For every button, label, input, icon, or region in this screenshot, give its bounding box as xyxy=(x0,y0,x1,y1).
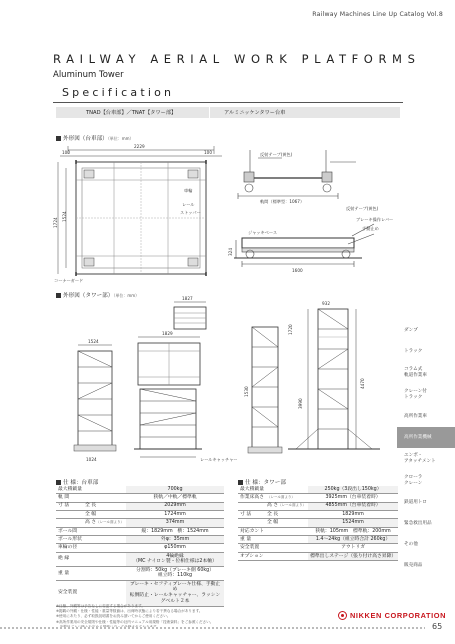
page-number: 65 xyxy=(432,622,443,631)
dolly-row xyxy=(56,566,224,580)
tower-row-value: 標準出しステージ（張り付け高さ昇降） xyxy=(308,552,398,560)
tower-row-label xyxy=(238,502,266,510)
tower-label-rail-catcher: レールキャッチャー xyxy=(200,457,238,462)
dim-1600: 1600 xyxy=(292,268,303,273)
dolly-row-label: ボール間 xyxy=(56,527,84,535)
dolly-row xyxy=(56,511,224,519)
tower-row-sublabel xyxy=(266,502,308,510)
tower-row-value: 4855mm（台車装着時） xyxy=(308,502,398,510)
dolly-row xyxy=(56,519,224,527)
dolly-row-label xyxy=(56,511,84,519)
product-name: アルミニッケンタワー台車 xyxy=(224,110,286,116)
dolly-drawing-title: 外形図（台車部） xyxy=(63,136,108,142)
tower-spec-heading xyxy=(238,478,286,486)
nav-item-dump[interactable]: ダンプ xyxy=(404,327,418,333)
dolly-row-value: 分割時：50kg（ブレーキ側 60kg） 組立時：110kg xyxy=(126,566,224,580)
tower-row-sublabel xyxy=(266,511,308,519)
company-brand xyxy=(338,611,446,620)
spec-heading: Specification xyxy=(62,86,175,99)
dolly-row-sublabel-text: 全 幅 xyxy=(85,511,97,517)
dolly-row-label: 軌 間 xyxy=(56,494,84,502)
dolly-row-value: 700kg xyxy=(126,486,224,494)
tower-row-sublabel-text: 全 幅 xyxy=(267,520,279,526)
dolly-row xyxy=(56,536,224,544)
tower-row-label: 作業床高さ xyxy=(238,494,266,502)
tower-row-sublabel xyxy=(266,527,308,535)
tower-row-sublabel xyxy=(266,486,308,494)
category-index xyxy=(397,320,455,576)
dolly-row-sublabel xyxy=(84,544,126,552)
label-stopper: ストッパー xyxy=(180,210,201,215)
tower-row-value: 1829mm xyxy=(308,511,398,519)
dolly-row-sublabel xyxy=(84,502,126,510)
tower-dim-4470: 4470 xyxy=(360,378,365,389)
tower-row-sublabel-text: 高 さ xyxy=(267,503,279,509)
dolly-spec-heading xyxy=(56,478,98,486)
label-jack-base: ジャッキベース xyxy=(248,230,278,235)
footnote-line: ※使用にあたり、必ず取扱説明書をお読み頂いてからご使用ください。 xyxy=(56,614,171,619)
tower-row-label: 安全装置 xyxy=(238,544,266,552)
label-rail-guide: レール xyxy=(182,202,195,207)
dolly-row-value: 2029mm xyxy=(126,502,224,510)
tower-row xyxy=(238,502,398,510)
tower-dim-1720: 1720 xyxy=(288,324,293,335)
dim-324: 324 xyxy=(228,248,233,256)
dolly-row xyxy=(56,486,224,494)
tower-row-value: 250kg（3段出し150kg） xyxy=(308,486,398,494)
tower-row-sublabel xyxy=(266,519,308,527)
nav-item-truck[interactable]: トラック xyxy=(404,348,423,354)
tower-row-value: 1.4～24kg（組立時合計 260kg） xyxy=(308,536,398,544)
tower-row-sublabel-text: 全 長 xyxy=(267,511,279,517)
tower-row xyxy=(238,527,398,535)
tower-dim-1524: 1524 xyxy=(88,339,99,344)
dolly-plan-drawing xyxy=(54,140,229,285)
tower-row-label: 対応カント xyxy=(238,527,266,535)
tower-row-sublabel-note: （レール面より） xyxy=(278,503,307,508)
label-wheel: 車輪 xyxy=(184,188,193,193)
dolly-row-sublabel xyxy=(84,552,126,566)
dolly-row-label: 安全装置 xyxy=(56,580,84,606)
dolly-row-sublabel-note: （レール面より） xyxy=(96,520,125,525)
tower-row-label: 最大積載量 xyxy=(238,486,266,494)
dolly-row-sublabel-text: 全 長 xyxy=(85,503,97,509)
tower-row xyxy=(238,519,398,527)
dolly-row-label: ボール形状 xyxy=(56,536,84,544)
dolly-row-value: ブレーキ・セフティブレーキ仕様、手動止め 転倒防止・レールキャッチャー、ラッシングベルト２本 xyxy=(126,580,224,606)
dolly-row-label: 絶 縁 xyxy=(56,552,84,566)
nav-item-crane-truck[interactable]: クレーン付 トラック xyxy=(404,389,427,400)
nav-item-column-track-car[interactable]: コラム式 軌道作業車 xyxy=(404,367,427,378)
tower-row xyxy=(238,486,398,494)
dolly-row-value: 374mm xyxy=(126,519,224,527)
label-brake-lever: ブレーキ操作レバー xyxy=(356,217,394,222)
dolly-row xyxy=(56,552,224,566)
tower-row xyxy=(238,536,398,544)
tower-row-sublabel xyxy=(266,494,308,502)
tower-row-sublabel xyxy=(266,544,308,552)
dolly-spec-table xyxy=(56,486,224,607)
nav-item-yunbo-attachment[interactable]: ユンボ・ アタッチメント xyxy=(404,453,436,464)
dim-2229: 2229 xyxy=(134,144,145,149)
dolly-row-sublabel xyxy=(84,486,126,494)
dolly-row-sublabel xyxy=(84,536,126,544)
page-main-title: RAILWAY AERIAL WORK PLATFORMS xyxy=(53,52,421,66)
dolly-row-label xyxy=(56,519,84,527)
dolly-row-value: 狭軌／中軌／標準軌 xyxy=(126,494,224,502)
dolly-row xyxy=(56,580,224,606)
nav-item-aerial-machine[interactable]: 高所作業機械 xyxy=(397,427,455,448)
tower-row xyxy=(238,552,398,560)
section-square-icon xyxy=(238,480,243,485)
tower-row xyxy=(238,511,398,519)
tower-row-label: 寸 法 xyxy=(238,511,266,519)
tower-row-sublabel xyxy=(266,552,308,560)
tower-dim-1024: 1024 xyxy=(86,457,97,462)
dolly-row-value: φ150mm xyxy=(126,544,224,552)
tower-row-label xyxy=(238,519,266,527)
dolly-row-sublabel xyxy=(84,527,126,535)
dolly-row-sublabel xyxy=(84,494,126,502)
footnote-line: ※高所作業用の安全規則や仕様・性能等の社内マニュアル用規格「技術資料」をご参照ください。 xyxy=(56,619,214,624)
dim-1724: 1724 xyxy=(53,217,58,228)
dolly-drawing-unit: （単位：mm） xyxy=(107,136,134,141)
label-hand-stop: 手動止め xyxy=(362,226,379,231)
company-logo-icon xyxy=(338,611,347,620)
tower-row-sublabel-note: （レール面より） xyxy=(267,495,295,500)
tower-drawing-title: 外形図（タワー部） xyxy=(63,293,114,299)
tower-row-value: 1524mm xyxy=(308,519,398,527)
dolly-row xyxy=(56,544,224,552)
tower-drawing-unit: （単位：mm） xyxy=(113,293,140,298)
tower-row-value: アウトリガ xyxy=(308,544,398,552)
dolly-spec-title: 仕 様：台車部 xyxy=(63,480,99,486)
dolly-row-label: 最大積載量 xyxy=(56,486,84,494)
dim-1524: 1524 xyxy=(62,211,67,222)
dolly-row-value: 1724mm xyxy=(126,511,224,519)
tower-spec-table xyxy=(238,486,398,561)
footer-hatch xyxy=(0,627,425,629)
label-axle: 軌間（標準型：1067） xyxy=(260,199,305,204)
tower-spec-title: 仕 様：タワー部 xyxy=(245,480,286,486)
nav-item-rail-trolley[interactable]: 鉄道用トロ xyxy=(404,499,427,505)
label-reflect-side: 反射テープ(黄色) xyxy=(346,206,379,211)
tower-row xyxy=(238,494,398,502)
spec-heading-rule xyxy=(53,102,403,103)
dolly-row xyxy=(56,527,224,535)
dolly-row-sublabel-text: 高 さ xyxy=(85,520,97,526)
tower-dim-3990: 3990 xyxy=(298,398,303,409)
tower-drawings xyxy=(56,297,396,467)
dolly-row-sublabel xyxy=(84,511,126,519)
nav-item-crawler-crane[interactable]: クローラ クレーン xyxy=(404,475,423,486)
section-square-icon xyxy=(56,480,61,485)
catalog-title: Railway Machines Line Up Catalog Vol.8 xyxy=(312,11,443,18)
tower-row-label: オプション xyxy=(238,552,266,560)
nav-item-rescue-goods[interactable]: 緊急救出用品 xyxy=(404,520,432,526)
dolly-row-sublabel xyxy=(84,580,126,606)
dolly-side-drawing xyxy=(228,140,400,285)
nav-item-other[interactable]: その他 xyxy=(404,541,418,547)
label-reflect-top: 反射テープ(黄色) xyxy=(260,152,293,157)
label-corner-guard: コーナーガード xyxy=(54,278,84,283)
dolly-row xyxy=(56,502,224,510)
dolly-row-value: 外φ：35mm xyxy=(126,536,224,544)
tower-row-value: 3925mm（台車装着時） xyxy=(308,494,398,502)
dolly-row xyxy=(56,494,224,502)
tower-row xyxy=(238,544,398,552)
dim-100-left: 100 xyxy=(62,150,70,155)
model-bar xyxy=(56,107,400,118)
dolly-row-label: 寸 法 xyxy=(56,502,84,510)
page-sub-title: Aluminum Tower xyxy=(53,70,124,80)
company-name: NIKKEN CORPORATION xyxy=(350,611,447,620)
tower-dim-1829: 1829 xyxy=(162,331,173,336)
tower-dim-932: 932 xyxy=(322,301,330,306)
dolly-row-label: 重 量 xyxy=(56,566,84,580)
tower-dim-1827: 1827 xyxy=(182,296,193,301)
nav-item-aerial-vehicle[interactable]: 高所作業車 xyxy=(404,413,427,419)
dolly-row-value: 4輪絶縁 （MC ナイロン製・位相仕様は2本軸） xyxy=(126,552,224,566)
footnote-line: ※掲載の外観・仕様・性能・重量等数値は、出荷時状態により若干異なる場合があります。 xyxy=(56,609,203,614)
nav-item-sales[interactable]: 販売商品 xyxy=(404,562,423,568)
dolly-row-label: 車輪の径 xyxy=(56,544,84,552)
model-codes: TNAD【台車部】／TNAT【タワー部】 xyxy=(86,110,177,116)
tower-row-value: 狭軌：105mm 標準軌：200mm xyxy=(308,527,398,535)
dim-100-right: 100 xyxy=(204,150,212,155)
dolly-row-value: 縦：1829mm 横：1524mm xyxy=(126,527,224,535)
tower-row-label: 重 量 xyxy=(238,536,266,544)
footnote-line: ※仕様、外観等は予告なしに変更する場合があります。 xyxy=(56,604,145,608)
tower-row-sublabel xyxy=(266,536,308,544)
dolly-row-sublabel xyxy=(84,519,126,527)
dolly-row-sublabel xyxy=(84,566,126,580)
tower-dim-1530: 1530 xyxy=(244,386,249,397)
